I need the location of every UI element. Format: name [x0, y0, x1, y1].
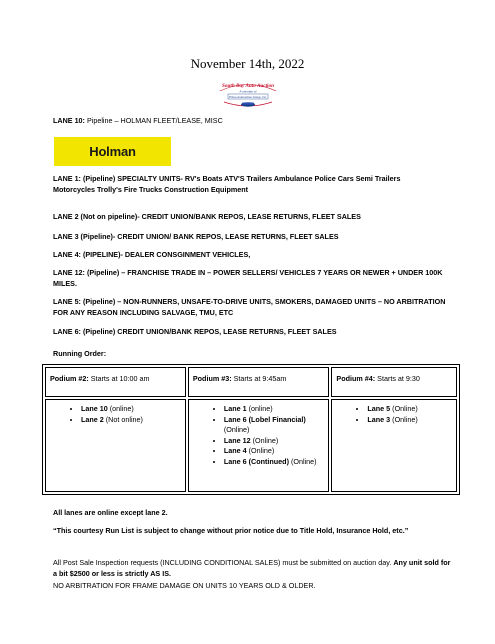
podium-4-start: Starts at 9:30 — [375, 374, 420, 383]
lane-status: (Online) — [390, 414, 418, 424]
running-order-table — [42, 364, 460, 495]
list-item — [224, 446, 324, 457]
lane-name: Lane 10 — [81, 404, 108, 413]
list-item — [224, 436, 324, 447]
lane-name: Lane 3 — [367, 414, 391, 424]
lane-name: Lane 6 (Continued) — [223, 456, 289, 466]
podium-2-start: Starts at 10:00 am — [88, 374, 150, 383]
lane-status: (Online) — [223, 425, 250, 434]
holman-logo-text: Holman — [89, 144, 136, 159]
holman-logo — [54, 137, 171, 166]
lane-1-line: LANE 1: (Pipeline) SPECIALTY UNITS- RV's Boats ATV'S Trailers Ambulance Police Cars Semi Trailers Motorcycles Trolly's Fire Trucks Construction Equipment — [53, 174, 401, 194]
as-is-text: Any unit sold for a bit $2500 or less is strictly AS IS. — [53, 558, 451, 578]
list-item — [224, 404, 324, 415]
inspection-text: All Post Sale Inspection requests (INCLUDING CONDITIONAL SALES) must be submitted on auction day. — [53, 558, 394, 567]
running-order-label: Running Order: — [53, 349, 107, 358]
lane-name: Lane 12 — [223, 435, 251, 445]
document-date: November 14th, 2022 — [190, 56, 305, 71]
lane-6-line: LANE 6: (Pipeline) CREDIT UNION/BANK REPOS, LEASE RETURNS, FLEET SALES — [53, 327, 337, 336]
frame-damage-note: NO ARBITRATION FOR FRAME DAMAGE ON UNITS 10 YEARS OLD & OLDER. — [53, 581, 316, 590]
lane-name: Lane 4 — [223, 446, 247, 455]
list-item — [81, 404, 180, 415]
podium-3-lanes — [188, 399, 330, 492]
svg-text:Prime Automotive Group, Inc.: Prime Automotive Group, Inc. — [229, 94, 267, 99]
lane-10-head: LANE 10: — [53, 116, 85, 125]
south-bay-auto-auction-logo — [216, 80, 280, 110]
lane-name: Lane 6 (Lobel Financial) — [223, 414, 306, 424]
list-item — [224, 415, 324, 436]
lane-3-line: LANE 3 (Pipeline)- CREDIT UNION/ BANK REPOS, LEASE RETURNS, FLEET SALES — [53, 232, 339, 241]
podium-3-label: Podium #3: — [192, 374, 232, 383]
online-note: All lanes are online except lane 2. — [53, 508, 168, 517]
podium-2-lanes — [45, 399, 186, 492]
lane-5-line: LANE 5: (Pipeline) – NON-RUNNERS, UNSAFE-TO-DRIVE UNITS, SMOKERS, DAMAGED UNITS – NO ARBITRATION FOR ANY REASON INCLUDING SALVAGE, TMU, ETC — [53, 297, 446, 317]
lane-10-line — [53, 116, 463, 127]
podium-4-label: Podium #4: — [336, 374, 376, 383]
list-item — [224, 457, 324, 468]
podium-4-header — [331, 367, 457, 397]
lane-name: Lane 1 — [223, 404, 247, 413]
inspection-note — [53, 558, 453, 579]
list-item — [367, 415, 451, 426]
lane-name: Lane 2 — [81, 414, 104, 424]
lane-status: (online) — [246, 404, 273, 413]
podium-header-row — [45, 367, 457, 397]
lane-4-line: LANE 4: (PIPELINE)- DEALER CONSGINMENT VEHICLES, — [53, 250, 251, 259]
podium-body-row — [45, 399, 457, 492]
podium-2-label: Podium #2: — [50, 374, 89, 383]
courtesy-note: “This courtesy Run List is subject to change without prior notice due to Title Hold, Insurance Hold, etc.” — [53, 526, 409, 535]
podium-3-start: Starts at 9:45am — [231, 374, 287, 383]
lane-status: (Online) — [390, 404, 418, 413]
podium-3-header — [188, 367, 330, 397]
podium-4-lanes — [331, 399, 457, 492]
lane-status: (Online) — [288, 456, 317, 466]
svg-text:South Bay Auto Auction: South Bay Auto Auction — [222, 83, 274, 89]
list-item — [367, 404, 451, 415]
lane-2-line: LANE 2 (Not on pipeline)- CREDIT UNION/BANK REPOS, LEASE RETURNS, FLEET SALES — [53, 212, 361, 221]
lane-10-text: Pipeline – HOLMAN FLEET/LEASE, MISC — [84, 116, 223, 125]
lane-status: (online) — [107, 404, 134, 413]
lane-12-line: LANE 12: (Pipeline) – FRANCHISE TRADE IN – POWER SELLERS/ VEHICLES 7 YEARS OR NEWER + UNDER 100K MILES. — [53, 268, 443, 288]
lane-status: (Online) — [250, 435, 279, 445]
svg-text:A member of: A member of — [239, 89, 257, 94]
podium-2-header — [45, 367, 186, 397]
list-item — [81, 415, 180, 426]
lane-status: (Online) — [246, 446, 275, 455]
lane-name: Lane 5 — [367, 404, 391, 413]
lane-status: (Not online) — [103, 414, 143, 424]
